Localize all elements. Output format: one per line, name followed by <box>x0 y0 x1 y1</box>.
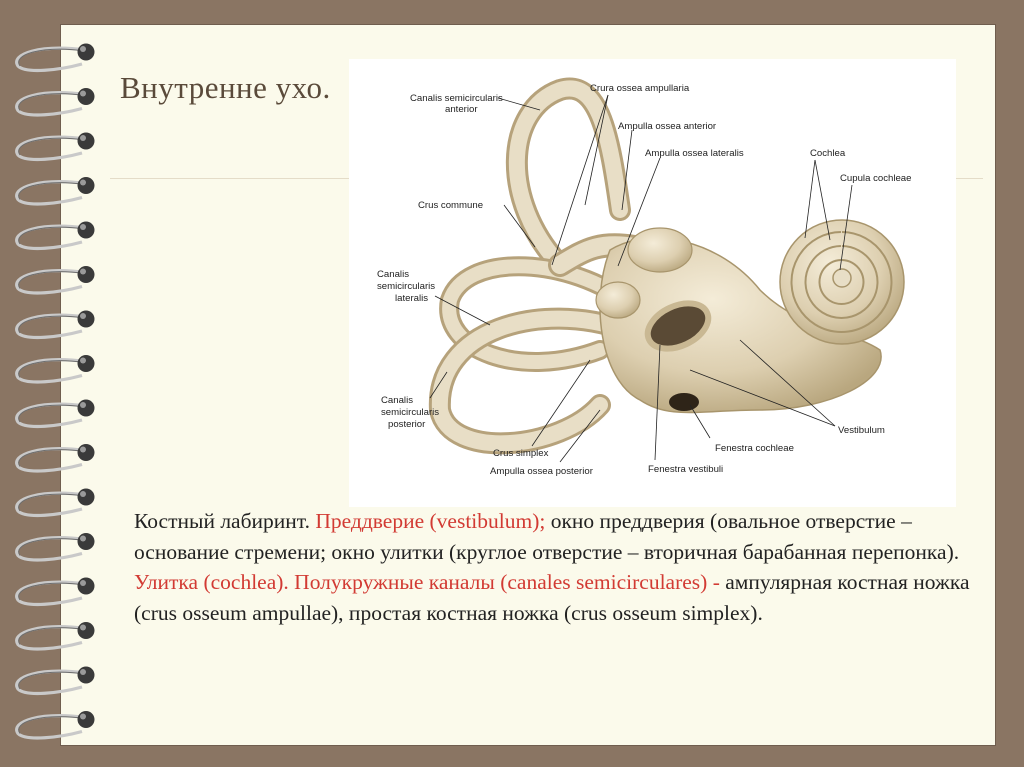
binding-ring <box>17 311 95 338</box>
label-canalis-anterior-2: anterior <box>445 104 478 115</box>
label-crura-ossea: Crura ossea ampullaria <box>590 83 690 94</box>
label-crus-commune: Crus commune <box>418 200 484 211</box>
binding-ring <box>17 222 95 249</box>
text-vestibulum: Преддверие (vestibulum); <box>315 509 546 533</box>
label-cupula: Cupula cochleae <box>840 173 912 184</box>
binding-ring <box>17 177 95 204</box>
binding-ring <box>17 400 95 427</box>
binding-ring <box>17 44 95 71</box>
text-part-5: ампулярная костная ножка (crus osseum ampullae), простая костная ножка (crus osseum simplex). <box>134 570 970 625</box>
inner-ear-figure <box>349 59 956 507</box>
binding-ring <box>17 533 95 560</box>
text-part-3: окно преддверия (овальное отверстие – основание стремени; окно улитки (круглое отверстие – вторичная барабанная перепонка). <box>134 509 960 564</box>
label-ampulla-anterior: Ampulla ossea anterior <box>618 121 717 132</box>
binding-ring <box>17 444 95 471</box>
inner-ear-illustration <box>349 59 956 507</box>
label-canalis-posterior-3: posterior <box>388 419 426 430</box>
label-canalis-anterior: Canalis semicircularis <box>410 93 503 104</box>
label-canalis-lateralis-2: semicircularis <box>377 281 436 292</box>
label-ampulla-lateralis: Ampulla ossea lateralis <box>645 148 744 159</box>
label-fenestra-cochleae: Fenestra cochleae <box>715 443 794 454</box>
label-ampulla-posterior: Ampulla ossea posterior <box>490 466 593 477</box>
label-canalis-posterior-1: Canalis <box>381 395 413 406</box>
binding-ring <box>17 667 95 694</box>
binding-ring <box>17 578 95 605</box>
label-canalis-lateralis-1: Canalis <box>377 269 409 280</box>
spiral-binding <box>0 0 110 767</box>
binding-ring <box>17 133 95 160</box>
label-canalis-posterior-2: semicircularis <box>381 407 440 418</box>
binding-ring <box>17 266 95 293</box>
slide-body-text <box>134 506 994 628</box>
label-vestibulum: Vestibulum <box>838 425 885 436</box>
label-crus-simplex: Crus simplex <box>493 448 549 459</box>
binding-ring <box>17 489 95 516</box>
label-canalis-lateralis-3: lateralis <box>395 293 429 304</box>
text-cochlea-canals: Улитка (cochlea). Полукружные каналы (canales semicirculares) - <box>134 570 720 594</box>
binding-ring <box>17 355 95 382</box>
binding-ring <box>17 88 95 115</box>
label-fenestra-vestibuli: Fenestra vestibuli <box>648 464 724 475</box>
binding-ring <box>17 711 95 738</box>
slide-title: Внутренне ухо. <box>120 70 331 105</box>
label-cochlea: Cochlea <box>810 148 846 159</box>
binding-ring <box>17 622 95 649</box>
text-part-1: Костный лабиринт. <box>134 509 316 533</box>
